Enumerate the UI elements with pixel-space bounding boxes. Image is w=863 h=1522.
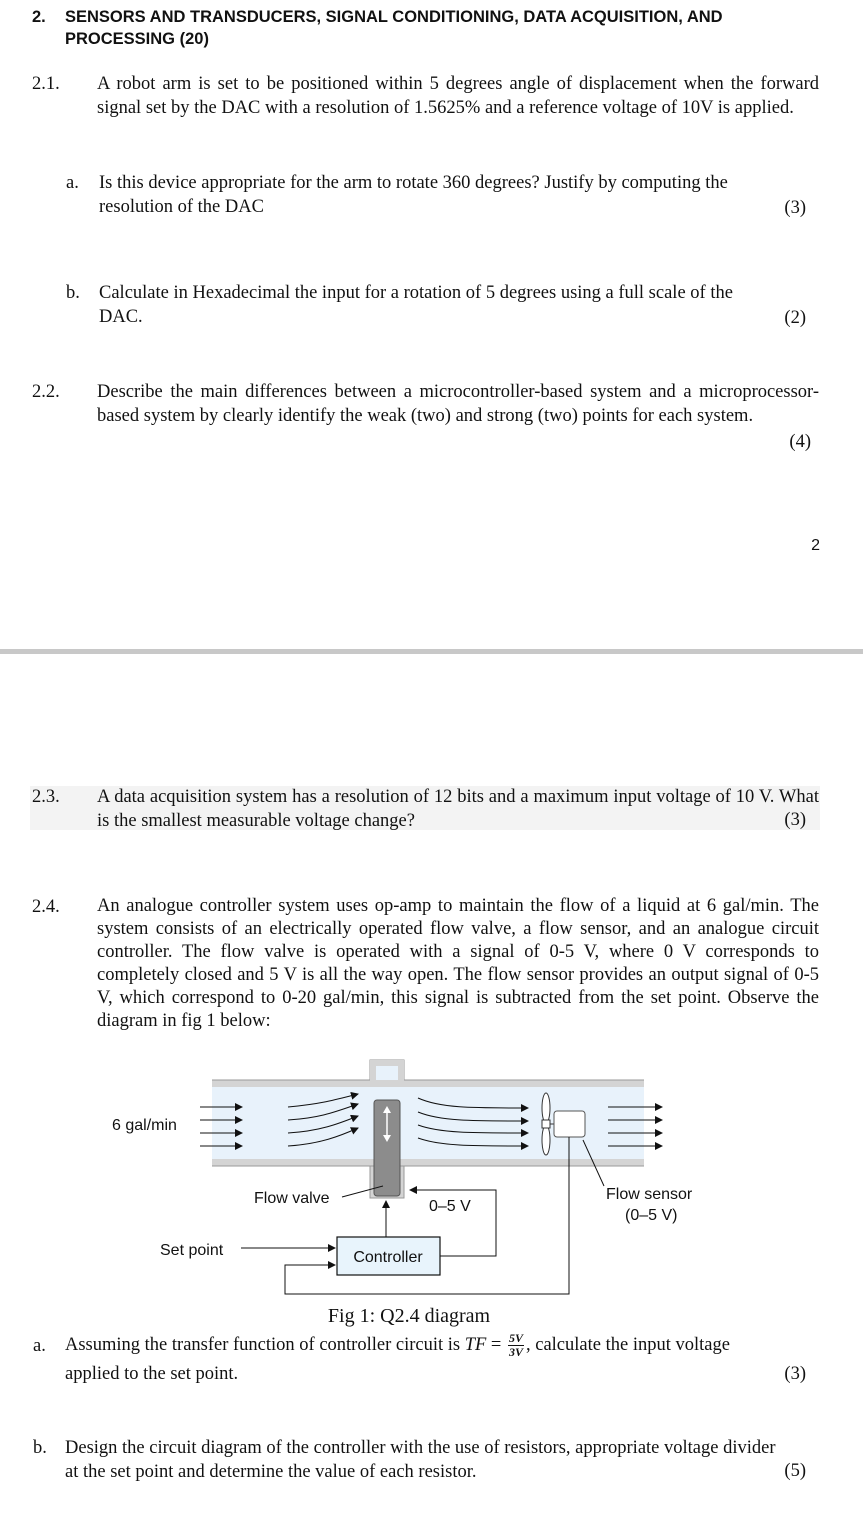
section-title: SENSORS AND TRANSDUCERS, SIGNAL CONDITIONING, DATA ACQUISITION, AND PROCESSING (20)	[65, 8, 723, 48]
question-2-1-a-letter: a.	[66, 173, 79, 193]
question-2-1-a-marks: (3)	[784, 198, 806, 218]
controller-label: Controller	[353, 1249, 423, 1266]
question-2-4-a-text-before: Assuming the transfer function of controller circuit is	[65, 1335, 461, 1355]
question-2-3-text: A data acquisition system has a resolution of 12 bits and a maximum input voltage of 10 V. What is the smallest measurable voltage change?	[97, 787, 819, 831]
question-2-4-a-text-after: , calculate the input voltage	[526, 1335, 730, 1355]
question-2-1-number: 2.1.	[32, 74, 60, 94]
tf-symbol: TF	[464, 1335, 487, 1355]
question-2-4-a-line1: Assuming the transfer function of controller circuit is TF = $\frac{5V}{3V}$ , calculate the input voltage	[65, 1331, 730, 1360]
question-2-1-b-letter: b.	[66, 283, 80, 303]
question-2-4-a-letter: a.	[33, 1336, 46, 1356]
question-2-4-text: An analogue controller system uses op-amp to maintain the flow of a liquid at 6 gal/min. The system consists of an electrically operated flow valve, a flow sensor, and an analogue circuit controller. The flow valve is operated with a signal of 0-5 V, where 0 V corresponds to completely closed and 5 V is all the way open. The flow sensor provides an output signal of 0-5 V, which correspond to 0-20 gal/min, this signal is subtracted from the set point. Observe the diagram in fig 1 below:	[97, 896, 819, 1031]
flow-sensor-range: (0–5 V)	[625, 1207, 678, 1224]
flow-control-diagram	[0, 1050, 863, 1305]
flow-valve-label: Flow valve	[254, 1190, 330, 1207]
flow-sensor-label: Flow sensor	[606, 1186, 693, 1203]
flow-rate-label: 6 gal/min	[112, 1117, 177, 1134]
question-2-4-b-letter: b.	[33, 1438, 47, 1458]
question-2-2-text: Describe the main differences between a microcontroller-based system and a microprocessor-based system by clearly identify the weak (two) and strong (two) points for each system.	[97, 382, 819, 426]
question-2-4-a-marks: (3)	[784, 1364, 806, 1384]
set-point-label: Set point	[160, 1242, 224, 1259]
question-2-4-b-text: Design the circuit diagram of the controller with the use of resistors, appropriate voltage divider at the set point and determine the value of each resistor.	[65, 1438, 776, 1482]
question-2-4-a-line2: applied to the set point.	[65, 1364, 239, 1384]
page-break	[0, 649, 863, 654]
figure-caption: Fig 1: Q2.4 diagram	[327, 1305, 491, 1327]
transfer-function-fraction	[508, 1332, 524, 1359]
question-2-1-a-text: Is this device appropriate for the arm to rotate 360 degrees? Justify by computing the resolution of the DAC	[99, 173, 728, 217]
page-number: 2	[811, 537, 820, 554]
section-number: 2.	[32, 8, 46, 26]
question-2-4-number: 2.4.	[32, 897, 60, 917]
question-2-3-number: 2.3.	[32, 787, 60, 807]
question-2-1-b-text: Calculate in Hexadecimal the input for a rotation of 5 degrees using a full scale of the DAC.	[99, 283, 733, 327]
flow-valve-body	[370, 1100, 404, 1198]
question-2-1-b-marks: (2)	[784, 308, 806, 328]
tf-denominator: 3V	[508, 1345, 523, 1360]
tf-numerator: 5V	[508, 1331, 523, 1346]
question-2-2-marks: (4)	[789, 432, 811, 452]
question-2-4-b-marks: (5)	[784, 1461, 806, 1481]
question-2-2-number: 2.2.	[32, 382, 60, 402]
question-2-3-marks: (3)	[784, 810, 806, 830]
question-2-1-text: A robot arm is set to be positioned within 5 degrees angle of displacement when the forward signal set by the DAC with a resolution of 1.5625% and a reference voltage of 10V is applied.	[97, 74, 819, 118]
valve-signal-label: 0–5 V	[429, 1198, 471, 1215]
